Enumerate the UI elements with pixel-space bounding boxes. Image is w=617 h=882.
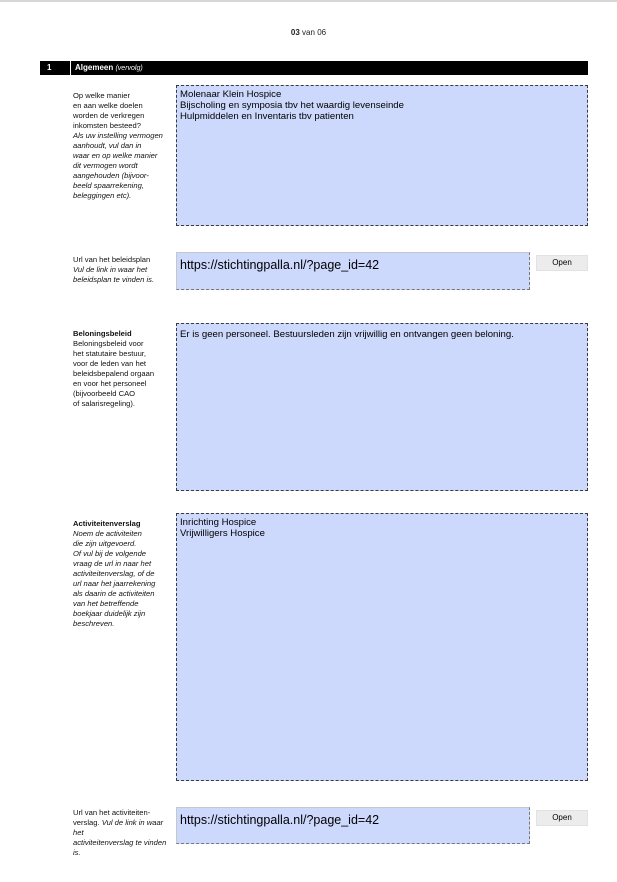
page-number	[0, 28, 617, 37]
label-line: voor de leden van het	[73, 359, 147, 368]
hint-line: aangehouden (bijvoor-	[73, 171, 149, 180]
besteding-textarea[interactable]	[176, 85, 588, 226]
section-header	[40, 61, 588, 75]
hint-line: beleggingen etc).	[73, 191, 132, 200]
hint-line: boekjaar duidelijk zijn	[73, 609, 146, 618]
hint-line: Vul de link in waar het	[73, 265, 148, 274]
page-of-label: van	[302, 28, 315, 37]
besteding-question	[73, 91, 173, 131]
beleidsplan-url-value: https://stichtingpalla.nl/?page_id=42	[180, 258, 380, 272]
besteding-value-line: Bijscholing en symposia tbv het waardig levenseinde	[180, 100, 404, 111]
hint-line: url naar het jaarrekening	[73, 579, 156, 588]
hint-line: beleidsplan te vinden is.	[73, 275, 155, 284]
label-line: Url van het activiteiten-	[73, 808, 151, 817]
besteding-label	[73, 91, 173, 201]
activiteiten-value-line: Inrichting Hospice	[180, 517, 257, 528]
activiteitenverslag-open-button[interactable]: Open	[536, 810, 588, 826]
hint-line: die zijn uitgevoerd.	[73, 539, 137, 548]
activiteiten-value-line: Vrijwilligers Hospice	[180, 528, 265, 539]
beloning-textarea[interactable]	[176, 323, 588, 491]
hint-line: activiteitenverslag, of de	[73, 569, 155, 578]
label-line: en voor het personeel	[73, 379, 147, 388]
label-prefix: verslag.	[73, 818, 102, 827]
label-line: het statutaire bestuur,	[73, 349, 147, 358]
hint-line: dit vermogen wordt	[73, 161, 138, 170]
section-separator	[70, 61, 71, 75]
section-subtitle: (vervolg)	[115, 65, 143, 72]
hint-line: Als uw instelling vermogen	[73, 131, 163, 140]
activiteiten-label	[73, 519, 173, 629]
activiteiten-title: Activiteitenverslag	[73, 519, 141, 528]
hint-line: van het betreffende	[73, 599, 139, 608]
section-title	[75, 63, 143, 72]
hint-line: als daarin de activiteiten	[73, 589, 155, 598]
section-number: 1	[47, 63, 52, 72]
label-line: Beloningsbeleid voor	[73, 339, 144, 348]
label-line: worden de verkregen	[73, 111, 145, 120]
beleidsplan-hint	[73, 265, 154, 284]
hint-line: activiteitenverslag te vinden is.	[73, 838, 167, 857]
besteding-value-line: Molenaar Klein Hospice	[180, 89, 282, 100]
beloning-value: Er is geen personeel. Bestuursleden zijn vrijwillig en ontvangen geen beloning.	[180, 329, 514, 340]
beleidsplan-label-text: Url van het beleidsplan	[73, 255, 151, 264]
hint-line: Vul de link in waar het	[73, 818, 164, 837]
hint-line: Noem de activiteiten	[73, 529, 142, 538]
top-divider	[0, 0, 617, 2]
besteding-hint	[73, 131, 173, 201]
besteding-value-line: Hulpmiddelen en Inventaris tbv patienten	[180, 111, 354, 122]
activiteiten-hint	[73, 529, 155, 628]
label-line: Op welke manier	[73, 91, 130, 100]
hint-line: Of vul bij de volgende	[73, 549, 147, 558]
hint-line: vraag de url in naar het	[73, 559, 152, 568]
label-line: inkomsten besteed?	[73, 121, 141, 130]
label-line: en aan welke doelen	[73, 101, 143, 110]
total-pages: 06	[317, 28, 327, 37]
section-title-text: Algemeen	[75, 63, 114, 72]
beloning-label	[73, 329, 173, 409]
activiteitenverslag-url-label	[73, 808, 173, 858]
activiteiten-textarea[interactable]	[176, 513, 588, 781]
label-line: beleidsbepalend orgaan	[73, 369, 155, 378]
hint-line: waar en op welke manier	[73, 151, 158, 160]
beloning-title: Beloningsbeleid	[73, 329, 132, 338]
current-page: 03	[290, 28, 300, 37]
beleidsplan-url-input[interactable]	[176, 252, 530, 290]
hint-line: aanhoudt, vul dan in	[73, 141, 142, 150]
beleidsplan-label	[73, 255, 173, 285]
beleidsplan-open-button[interactable]: Open	[536, 255, 588, 271]
activiteitenverslag-url-input[interactable]	[176, 807, 530, 844]
hint-line: beeld spaarrekening,	[73, 181, 144, 190]
label-line: of salarisregeling).	[73, 399, 136, 408]
hint-line: beschreven.	[73, 619, 115, 628]
activiteitenverslag-url-value: https://stichtingpalla.nl/?page_id=42	[180, 813, 380, 827]
label-line: (bijvoorbeeld CAO	[73, 389, 136, 398]
